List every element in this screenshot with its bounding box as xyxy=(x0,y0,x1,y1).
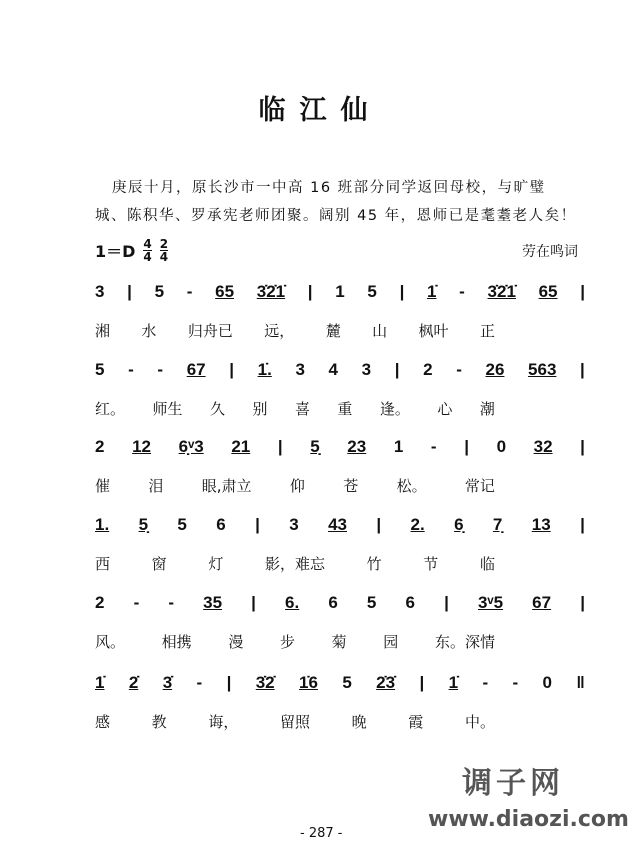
lyric: 风。 xyxy=(95,633,126,651)
note: 43 xyxy=(328,515,347,534)
notation-line xyxy=(95,282,585,302)
ts-top: 4 xyxy=(143,237,152,251)
barline: | xyxy=(580,437,585,456)
note: 6̣ᵛ3 xyxy=(178,437,204,456)
barline: | xyxy=(580,593,585,612)
note: - xyxy=(482,673,489,692)
lyric: 菊 xyxy=(331,633,347,651)
lyric: 远， xyxy=(264,322,295,340)
time-signature-1 xyxy=(143,238,151,263)
barline: | xyxy=(464,437,469,456)
barline: ‖ xyxy=(576,673,585,692)
lyrics-line xyxy=(95,320,495,341)
note: 3̇2̇1̇ xyxy=(256,282,286,301)
lyric: 重 xyxy=(337,400,353,418)
note: 21 xyxy=(231,437,251,456)
lyric: 松。 xyxy=(396,477,427,495)
note: 0 xyxy=(496,437,507,456)
lyric: 步 xyxy=(279,633,295,651)
note: 12 xyxy=(132,437,151,456)
note: 2̇ xyxy=(128,673,139,692)
lyric: 催 xyxy=(95,477,111,495)
note: - xyxy=(168,593,175,612)
barline: | xyxy=(394,360,400,379)
lyric: 漫 xyxy=(228,633,244,651)
lyric: 苍 xyxy=(343,477,359,495)
note: 7̣ xyxy=(492,515,503,534)
barline: | xyxy=(376,515,382,534)
lyric: 相携 xyxy=(161,633,192,651)
lyric: 归舟已 xyxy=(187,322,233,340)
lyric: 逢。 xyxy=(379,400,410,418)
note: 6 xyxy=(216,515,226,534)
note: 1̇ xyxy=(427,282,437,301)
lyric: 晚 xyxy=(351,713,367,731)
lyric: 师生 xyxy=(152,400,183,418)
note: 6 xyxy=(328,593,338,612)
note: 3ᵛ5 xyxy=(477,593,504,612)
barline: | xyxy=(229,360,234,379)
lyric: 常记 xyxy=(464,477,495,495)
lyric: 窗 xyxy=(151,555,167,573)
note: - xyxy=(157,360,164,379)
lyricist-credit: 劳在鸣词 xyxy=(522,244,578,260)
note: 5̣ xyxy=(138,515,149,534)
barline: | xyxy=(251,593,256,612)
lyric: 影，难忘 xyxy=(264,555,325,573)
barline: | xyxy=(580,515,585,534)
note: 32 xyxy=(533,437,553,456)
note: 3̇2̇1̇ xyxy=(487,282,516,301)
page-number: - 287 - xyxy=(300,826,343,841)
notation-line xyxy=(95,515,585,535)
barline: | xyxy=(255,515,260,534)
lyrics-line xyxy=(95,711,495,732)
lyrics-line xyxy=(95,631,495,652)
note: - xyxy=(430,437,437,456)
watermark-url: www.diaozi.com xyxy=(428,807,629,832)
note: 0 xyxy=(542,673,552,692)
lyric: 久 xyxy=(209,400,225,418)
note: 6̣ xyxy=(454,515,464,534)
watermark-logo: 调子网 xyxy=(462,766,564,801)
lyric: 节 xyxy=(423,555,439,573)
note: 2 xyxy=(423,360,433,379)
note: 2 xyxy=(95,593,105,612)
time-signature-2 xyxy=(160,238,168,263)
note: 5 xyxy=(177,515,187,534)
notation-line xyxy=(95,673,585,693)
ts-top: 2 xyxy=(159,237,169,251)
lyric: 临 xyxy=(479,555,495,573)
lyric: 园 xyxy=(383,633,399,651)
barline: | xyxy=(580,360,585,379)
note: - xyxy=(459,282,465,301)
note: 2̇3̇ xyxy=(376,673,396,692)
lyric: 心 xyxy=(437,400,453,418)
note: - xyxy=(186,282,193,301)
note: 1̇6 xyxy=(299,673,318,692)
note: 23 xyxy=(347,437,367,456)
note: 2 xyxy=(95,437,105,456)
note: 5 xyxy=(95,360,105,379)
song-title: 临江仙 xyxy=(258,95,382,126)
lyric: 眼,肃立 xyxy=(201,477,252,495)
note: 1. xyxy=(95,515,110,534)
note: 1 xyxy=(335,282,345,301)
lyric: 东。深情 xyxy=(434,633,495,651)
lyric: 留照 xyxy=(279,713,310,731)
note: 3̇2̇ xyxy=(255,673,275,692)
notation-line xyxy=(95,360,585,380)
note: 3 xyxy=(361,360,372,379)
lyric: 喜 xyxy=(294,400,310,418)
note: 35 xyxy=(203,593,223,612)
notation-line xyxy=(95,437,585,457)
note: - xyxy=(512,673,519,692)
lyric: 西 xyxy=(95,555,111,573)
key-label: 1＝D xyxy=(95,242,136,261)
note: 67 xyxy=(532,593,552,612)
barline: | xyxy=(226,673,232,692)
barline: | xyxy=(399,282,405,301)
ts-bottom: 4 xyxy=(143,250,152,264)
lyrics-line xyxy=(95,398,495,419)
lyric: 别 xyxy=(252,400,268,418)
note: 65 xyxy=(538,282,558,301)
lyric: 教 xyxy=(151,713,167,731)
barline: | xyxy=(307,282,313,301)
note: 5 xyxy=(342,673,352,692)
note: - xyxy=(133,593,140,612)
note: - xyxy=(456,360,462,379)
note: 1 xyxy=(393,437,404,456)
note: 13 xyxy=(531,515,551,534)
note: 3̇ xyxy=(162,673,173,692)
lyric: 湘 xyxy=(95,322,111,340)
lyric: 竹 xyxy=(366,555,382,573)
lyric: 正 xyxy=(479,322,495,340)
note: 5̣ xyxy=(310,437,320,456)
note: 6. xyxy=(285,593,300,612)
note: 1̇ xyxy=(95,673,105,692)
note: 5 xyxy=(366,593,377,612)
lyric: 灯 xyxy=(208,555,224,573)
note: 6 xyxy=(405,593,415,612)
note: - xyxy=(196,673,203,692)
note: 3 xyxy=(95,282,105,301)
note: 3 xyxy=(295,360,305,379)
ts-bottom: 4 xyxy=(159,250,169,264)
note: 1̇ xyxy=(448,673,459,692)
lyric: 红。 xyxy=(95,400,126,418)
note: 65 xyxy=(215,282,235,301)
note: - xyxy=(128,360,134,379)
barline: | xyxy=(580,282,585,301)
lyric: 仰 xyxy=(289,477,305,495)
note: 3 xyxy=(289,515,299,534)
intro-line-2: 城、陈积华、罗承宪老师团聚。阔别 45 年，恩师已是耄耋老人矣！ xyxy=(95,208,577,224)
note: 5 xyxy=(154,282,165,301)
key-signature xyxy=(95,238,168,263)
barline: | xyxy=(444,593,449,612)
lyric: 潮 xyxy=(479,400,495,418)
lyric: 泪 xyxy=(148,477,164,495)
lyrics-line xyxy=(95,553,495,574)
lyric: 山 xyxy=(372,322,388,340)
lyric: 水 xyxy=(141,322,157,340)
lyric: 枫叶 xyxy=(418,322,449,340)
notation-line xyxy=(95,593,585,613)
lyric: 麓 xyxy=(325,322,341,340)
note: 5 xyxy=(367,282,377,301)
note: 563 xyxy=(528,360,557,379)
lyric: 诲， xyxy=(208,713,239,731)
note: 1̇. xyxy=(257,360,272,379)
intro-line-1: 庚辰十月，原长沙市一中高 16 班部分同学返回母校，与旷璧 xyxy=(112,180,546,196)
barline: | xyxy=(127,282,132,301)
lyric: 感 xyxy=(95,713,111,731)
note: 4 xyxy=(328,360,338,379)
barline: | xyxy=(277,437,283,456)
note: 26 xyxy=(485,360,505,379)
note: 2. xyxy=(410,515,425,534)
lyric: 中。 xyxy=(464,713,495,731)
lyric: 霞 xyxy=(408,713,424,731)
lyrics-line xyxy=(95,475,495,496)
barline: | xyxy=(419,673,425,692)
note: 67 xyxy=(186,360,206,379)
